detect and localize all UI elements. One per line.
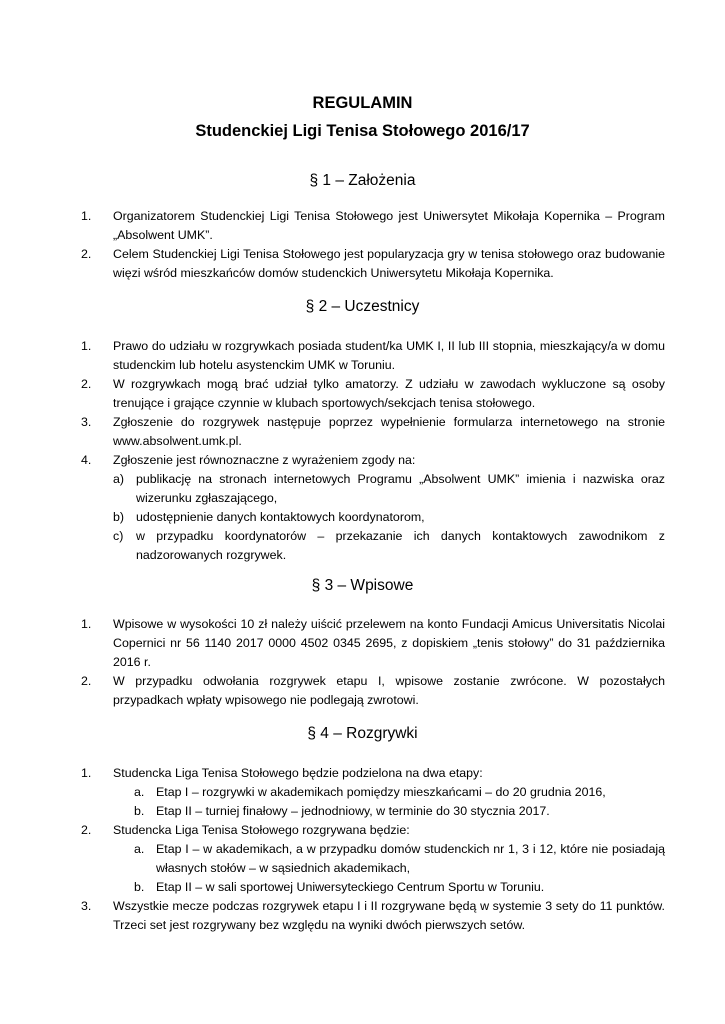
sub-item-text: udostępnienie danych kontaktowych koordynatorom, (136, 510, 425, 524)
item-text: W rozgrywkach mogą brać udział tylko amatorzy. Z udziału w zawodach wykluczone są osoby trenujące i grające czynnie w klubach sportowych/sekcjach tenisa stołowego. (113, 377, 665, 410)
section-1-heading: § 1 – Założenia (309, 172, 416, 189)
section-3-list (0, 615, 725, 710)
sub-list-item (0, 802, 725, 821)
section-2-heading: § 2 – Uczestnicy (305, 298, 420, 315)
item-number: 1. (81, 617, 92, 631)
list-item (0, 764, 725, 783)
item-text: Zgłoszenie do rozgrywek następuje poprzez wypełnienie formularza internetowego na stronie www.absolwent.umk.pl. (113, 415, 665, 448)
item-number: 1. (81, 209, 92, 223)
list-item (0, 207, 725, 245)
section-4-list (0, 764, 725, 935)
sub-item-text: w przypadku koordynatorów – przekazanie ich danych kontaktowych zawodnikom z nadzorowanych rozgrywek. (136, 529, 665, 562)
sub-item-letter: b) (113, 510, 125, 524)
document-title: REGULAMIN (312, 94, 413, 112)
list-item (0, 413, 725, 451)
list-item (0, 897, 725, 935)
item-text: Wpisowe w wysokości 10 zł należy uiścić przelewem na konto Fundacji Amicus Universitatis Nicolai Copernici nr 56 1140 2017 0000 4502 0345 2695, z dopiskiem „tenis stołowy” do 31 października 2016 r. (113, 617, 665, 669)
section-1-list (0, 207, 725, 283)
list-item (0, 615, 725, 672)
list-item (0, 451, 725, 470)
sub-item-letter: b. (134, 804, 145, 818)
sub-item-text: publikację na stronach internetowych Programu „Absolwent UMK” imienia i nazwiska oraz wizerunku zgłaszającego, (136, 472, 665, 505)
list-item (0, 245, 725, 283)
sub-list-item (0, 470, 725, 508)
item-text: W przypadku odwołania rozgrywek etapu I, wpisowe zostanie zwrócone. W pozostałych przypadkach wpłaty wpisowego nie podlegają zwrotowi. (113, 674, 665, 707)
list-item (0, 375, 725, 413)
sub-item-text: Etap I – rozgrywki w akademikach pomiędzy mieszkańcami – do 20 grudnia 2016, (156, 785, 606, 799)
section-4-heading: § 4 – Rozgrywki (307, 725, 418, 742)
sub-item-letter: c) (113, 529, 124, 543)
list-item (0, 821, 725, 840)
item-text: Prawo do udziału w rozgrywkach posiada student/ka UMK I, II lub III stopnia, mieszkający/a w domu studenckim lub hotelu asystenckim UMK w Toruniu. (113, 339, 665, 372)
item-number: 3. (81, 899, 92, 913)
item-number: 2. (81, 674, 92, 688)
item-number: 4. (81, 453, 92, 467)
sub-item-letter: a. (134, 842, 145, 856)
document-subtitle: Studenckiej Ligi Tenisa Stołowego 2016/17 (195, 122, 530, 140)
item-number: 2. (81, 247, 92, 261)
sub-item-text: Etap II – w sali sportowej Uniwersyteckiego Centrum Sportu w Toruniu. (156, 880, 545, 894)
item-text: Studencka Liga Tenisa Stołowego rozgrywana będzie: (113, 823, 410, 837)
item-number: 2. (81, 377, 92, 391)
sub-list-item (0, 783, 725, 802)
item-text: Celem Studenckiej Ligi Tenisa Stołowego jest popularyzacja gry w tenisa stołowego oraz budowanie więzi wśród mieszkańców domów studenckich Uniwersytetu Mikołaja Kopernika. (113, 247, 665, 280)
sub-item-letter: a. (134, 785, 145, 799)
item-number: 1. (81, 339, 92, 353)
item-number: 2. (81, 823, 92, 837)
sub-item-text: Etap II – turniej finałowy – jednodniowy, w terminie do 30 stycznia 2017. (156, 804, 550, 818)
section-2-list (0, 337, 725, 565)
sub-list-item (0, 878, 725, 897)
sub-list-item (0, 508, 725, 527)
sub-item-letter: b. (134, 880, 145, 894)
sub-item-letter: a) (113, 472, 125, 486)
sub-list-item (0, 840, 725, 878)
item-number: 1. (81, 766, 92, 780)
list-item (0, 337, 725, 375)
item-number: 3. (81, 415, 92, 429)
sub-list-item (0, 527, 725, 565)
item-text: Wszystkie mecze podczas rozgrywek etapu I i II rozgrywane będą w systemie 3 sety do 11 punktów. Trzeci set jest rozgrywany bez względu na wyniki dwóch pierwszych setów. (113, 899, 665, 932)
item-text: Studencka Liga Tenisa Stołowego będzie podzielona na dwa etapy: (113, 766, 483, 780)
list-item (0, 672, 725, 710)
section-3-heading: § 3 – Wpisowe (311, 577, 414, 594)
item-text: Zgłoszenie jest równoznaczne z wyrażeniem zgody na: (113, 453, 416, 467)
item-text: Organizatorem Studenckiej Ligi Tenisa Stołowego jest Uniwersytet Mikołaja Kopernika – Program „Absolwent UMK”. (113, 209, 665, 242)
sub-item-text: Etap I – w akademikach, a w przypadku domów studenckich nr 1, 3 i 12, które nie posiadają własnych stołów – w sąsiednich akademikach, (156, 842, 665, 875)
